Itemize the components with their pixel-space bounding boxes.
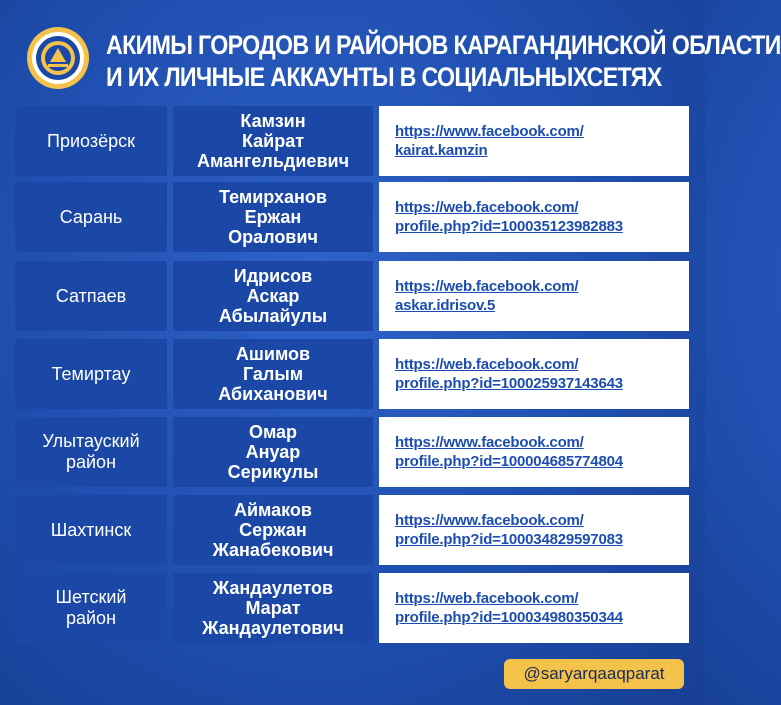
city-name: Приозёрск [47, 130, 135, 151]
akim-name-part: Марат [245, 598, 301, 618]
city-cell [15, 339, 167, 409]
akim-name-cell [173, 261, 373, 331]
city-cell [15, 106, 167, 176]
akim-name-part: Темирханов [219, 187, 327, 207]
table-row [15, 339, 689, 409]
emblem-icon [26, 26, 90, 90]
akim-name-cell [173, 495, 373, 565]
facebook-link-part[interactable]: kairat.kamzin [395, 142, 488, 159]
city-cell [15, 182, 167, 252]
akim-name-cell [173, 106, 373, 176]
akim-name-part: Аскар [246, 286, 300, 306]
akim-name-part: Серикулы [227, 462, 319, 482]
title-line-2: И ИХ ЛИЧНЫЕ АККАУНТЫ В СОЦИАЛЬНЫХСЕТЯХ [106, 62, 662, 92]
city-name: Шахтинск [50, 519, 132, 540]
city-name: Сатпаев [55, 285, 127, 306]
city-name: район [65, 608, 117, 628]
akim-name-part: Абылайулы [218, 306, 328, 326]
akim-name-part: Камзин [240, 111, 306, 131]
akim-name-part: Амангельдиевич [196, 151, 350, 171]
akim-name-cell [173, 182, 373, 252]
social-handle-badge: @saryarqaaqparat [504, 659, 684, 689]
facebook-link[interactable] [379, 495, 689, 565]
city-cell [15, 261, 167, 331]
facebook-link[interactable] [379, 573, 689, 643]
facebook-link-part[interactable]: profile.php?id=100025937143643 [395, 375, 623, 392]
facebook-link[interactable] [379, 417, 689, 487]
page-title [106, 29, 781, 93]
facebook-link-part[interactable]: askar.idrisov.5 [395, 297, 496, 314]
table-row [15, 417, 689, 487]
akim-name-part: Жанабекович [212, 540, 334, 560]
akim-name-part: Омар [248, 422, 298, 442]
city-cell [15, 417, 167, 487]
akim-name-part: Аймаков [233, 500, 312, 520]
title-line-1: АКИМЫ ГОРОДОВ И РАЙОНОВ КАРАГАНДИНСКОЙ ОБЛАСТИ [106, 30, 781, 60]
akim-name-cell [173, 339, 373, 409]
akim-name-cell [173, 417, 373, 487]
facebook-link-part[interactable]: profile.php?id=100004685774804 [395, 453, 623, 470]
akim-name-part: Галым [242, 364, 304, 384]
city-cell [15, 573, 167, 643]
facebook-link-part[interactable]: https://www.facebook.com/ [395, 123, 584, 140]
city-cell [15, 495, 167, 565]
facebook-link-part[interactable]: https://web.facebook.com/ [395, 590, 579, 607]
city-name: Улытауский [42, 431, 140, 451]
facebook-link-part[interactable]: https://www.facebook.com/ [395, 512, 584, 529]
akim-name-part: Сержан [239, 520, 307, 540]
akim-name-part: Кайрат [241, 131, 305, 151]
city-name: район [65, 452, 117, 472]
facebook-link-part[interactable]: https://web.facebook.com/ [395, 356, 579, 373]
facebook-link-part[interactable]: profile.php?id=100034980350344 [395, 609, 623, 626]
akim-name-part: Ануар [245, 442, 301, 462]
facebook-link[interactable] [379, 339, 689, 409]
facebook-link-part[interactable]: https://web.facebook.com/ [395, 278, 579, 295]
table-row [15, 106, 689, 176]
akim-name-part: Оралович [228, 227, 318, 247]
facebook-link-part[interactable]: profile.php?id=100035123982883 [395, 218, 623, 235]
akim-name-part: Ержан [244, 207, 302, 227]
akim-name-part: Абиханович [218, 384, 328, 404]
akim-name-part: Ашимов [235, 344, 311, 364]
table-row [15, 182, 689, 252]
facebook-link[interactable] [379, 261, 689, 331]
city-name: Шетский [55, 587, 127, 607]
facebook-link-part[interactable]: https://www.facebook.com/ [395, 434, 584, 451]
akim-name-cell [173, 573, 373, 643]
table-row [15, 495, 689, 565]
facebook-link[interactable] [379, 182, 689, 252]
city-name: Темиртау [51, 363, 131, 384]
facebook-link[interactable] [379, 106, 689, 176]
akim-name-part: Идрисов [233, 266, 313, 286]
facebook-link-part[interactable]: profile.php?id=100034829597083 [395, 531, 623, 548]
table-row [15, 261, 689, 331]
facebook-link-part[interactable]: https://web.facebook.com/ [395, 199, 579, 216]
table-row [15, 573, 689, 643]
akim-name-part: Жандаулетов [212, 578, 334, 598]
akim-name-part: Жандаулетович [202, 618, 344, 638]
city-name: Сарань [59, 206, 123, 227]
